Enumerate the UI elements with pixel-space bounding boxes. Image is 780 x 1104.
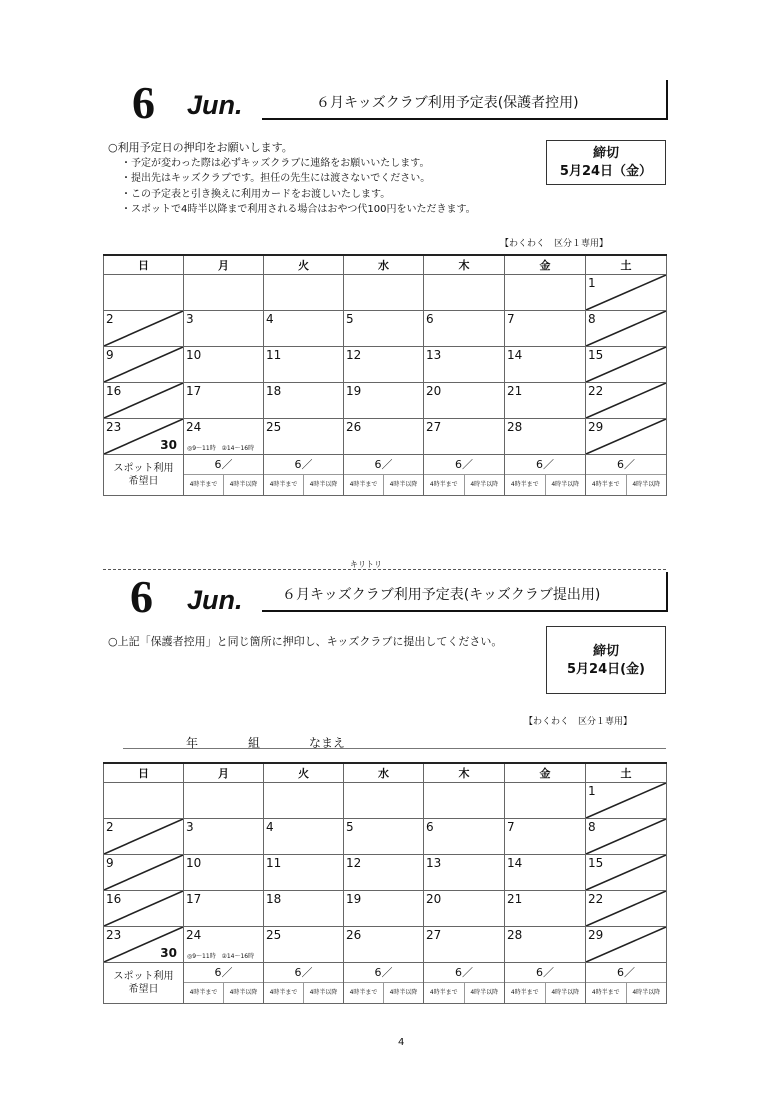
slash-mark — [104, 347, 183, 382]
day-cell[interactable] — [424, 419, 505, 455]
day-cell[interactable] — [264, 275, 344, 311]
spot-cell[interactable] — [586, 455, 667, 496]
day-cell[interactable] — [184, 819, 264, 855]
day-cell[interactable] — [505, 891, 586, 927]
weekday-header: 月 — [184, 255, 264, 275]
deadline-box — [546, 626, 666, 694]
spot-cell[interactable] — [344, 455, 424, 496]
spot-before[interactable]: 4時半まで — [184, 475, 224, 495]
month-english: Jun. — [187, 90, 243, 120]
day-cell[interactable] — [344, 783, 424, 819]
day-cell[interactable] — [264, 927, 344, 963]
day-number: 27 — [426, 420, 442, 434]
day-number: 2 — [106, 820, 114, 834]
spot-before[interactable]: 4時半まで — [344, 983, 384, 1003]
spot-after[interactable]: 4時半以降 — [229, 481, 258, 488]
day-number: 1 — [588, 784, 596, 798]
weekday-header: 土 — [586, 763, 667, 783]
calendar-table — [103, 762, 667, 1004]
spot-label-line1: スポット利用 — [113, 463, 174, 474]
day-number: 23 — [106, 928, 122, 942]
note-item: ・提出先はキッズクラブです。担任の先生には渡さないでください。 — [121, 173, 431, 184]
day-cell[interactable] — [104, 419, 184, 455]
page-title: ６月キッズクラブ利用予定表(保護者控用) — [316, 95, 579, 111]
weekday-header: 木 — [424, 763, 505, 783]
day-number: 22 — [588, 384, 604, 398]
day-number: 15 — [588, 856, 604, 870]
day-number: 23 — [106, 420, 122, 434]
day-cell[interactable] — [184, 275, 264, 311]
cut-line — [103, 569, 666, 570]
day-cell[interactable] — [505, 275, 586, 311]
name-line — [123, 734, 666, 749]
spot-date: 6／ — [184, 455, 263, 475]
day-cell[interactable] — [104, 855, 184, 891]
day-number: 14 — [507, 348, 523, 362]
day-number: 4 — [266, 312, 274, 326]
deadline-label: 締切 — [592, 644, 619, 659]
day-number: 8 — [588, 820, 596, 834]
day-cell[interactable] — [264, 311, 344, 347]
option-1: ◎9～11時 — [187, 445, 216, 452]
note-item: ・スポットで4時半以降まで利用される場合はおやつ代100円をいただきます。 — [121, 204, 476, 215]
day-cell[interactable] — [424, 855, 505, 891]
day-number: 21 — [507, 384, 523, 398]
day-cell[interactable] — [344, 275, 424, 311]
day-cell[interactable] — [344, 927, 424, 963]
weekday-header: 水 — [344, 763, 424, 783]
day-cell[interactable] — [344, 819, 424, 855]
spot-date: 6／ — [505, 963, 585, 983]
day-cell[interactable] — [264, 783, 344, 819]
day-cell[interactable] — [104, 275, 184, 311]
spot-cell[interactable] — [586, 963, 667, 1004]
spot-label-line2: 希望日 — [128, 984, 159, 995]
calendar-table — [103, 254, 667, 496]
day-cell[interactable] — [264, 419, 344, 455]
day-cell[interactable] — [424, 783, 505, 819]
deadline-label: 締切 — [592, 146, 619, 161]
month-english: Jun. — [187, 585, 243, 615]
option-1: ◎9～11時 — [187, 953, 216, 960]
deadline-date: 5月24日（金） — [559, 164, 653, 179]
day-cell[interactable] — [104, 819, 184, 855]
day-number: 5 — [346, 820, 354, 834]
day-cell[interactable] — [344, 891, 424, 927]
spot-before[interactable]: 4時半まで — [344, 475, 384, 495]
day-number: 29 — [588, 928, 604, 942]
day-cell[interactable] — [264, 855, 344, 891]
spot-cell[interactable] — [505, 455, 586, 496]
day-number-30: 30 — [160, 946, 177, 960]
spot-after[interactable]: 4時半以降 — [632, 481, 661, 488]
day-cell[interactable] — [104, 311, 184, 347]
day-cell[interactable] — [344, 383, 424, 419]
day-number: 26 — [346, 420, 362, 434]
spot-after[interactable]: 4時半以降 — [229, 989, 258, 996]
spot-before[interactable]: 4時半まで — [424, 475, 465, 495]
day-number: 6 — [426, 312, 434, 326]
day-cell[interactable] — [104, 347, 184, 383]
day-cell[interactable] — [424, 275, 505, 311]
time-options — [187, 443, 254, 452]
day-cell[interactable] — [424, 347, 505, 383]
spot-date: 6／ — [184, 963, 263, 983]
day-number: 28 — [507, 928, 523, 942]
weekday-header: 土 — [586, 255, 667, 275]
slash-mark — [586, 311, 666, 346]
day-cell[interactable] — [184, 419, 264, 455]
day-cell[interactable] — [505, 419, 586, 455]
spot-before[interactable]: 4時半まで — [424, 983, 465, 1003]
spot-cell[interactable] — [424, 455, 505, 496]
day-number: 12 — [346, 348, 362, 362]
category-tag: 【わくわく 区分１専用】 — [524, 717, 633, 727]
day-cell[interactable] — [184, 383, 264, 419]
day-number: 5 — [346, 312, 354, 326]
slash-mark — [586, 275, 666, 310]
spot-cell[interactable] — [184, 455, 264, 496]
day-cell[interactable] — [344, 855, 424, 891]
spot-date: 6／ — [344, 963, 423, 983]
spot-after[interactable]: 4時半以降 — [632, 989, 661, 996]
day-cell[interactable] — [344, 419, 424, 455]
weekday-header: 水 — [344, 255, 424, 275]
day-number: 11 — [266, 856, 282, 870]
slash-mark — [104, 819, 183, 854]
day-cell[interactable] — [586, 383, 667, 419]
day-number: 22 — [588, 892, 604, 906]
day-cell[interactable] — [505, 783, 586, 819]
day-cell[interactable] — [586, 419, 667, 455]
day-cell[interactable] — [505, 927, 586, 963]
spot-after[interactable]: 4時半以降 — [551, 481, 580, 488]
weekday-header: 火 — [264, 255, 344, 275]
spot-date: 6／ — [264, 455, 343, 475]
spot-cell[interactable] — [505, 963, 586, 1004]
day-number: 28 — [507, 420, 523, 434]
spot-cell[interactable] — [344, 963, 424, 1004]
day-cell[interactable] — [344, 311, 424, 347]
day-number: 24 — [186, 420, 202, 434]
weekday-header: 金 — [505, 763, 586, 783]
day-cell[interactable] — [586, 855, 667, 891]
day-number: 9 — [106, 856, 114, 870]
day-number: 8 — [588, 312, 596, 326]
day-cell[interactable] — [586, 927, 667, 963]
option-2: ②14～16時 — [221, 445, 255, 452]
day-number: 15 — [588, 348, 604, 362]
day-number: 21 — [507, 892, 523, 906]
spot-before[interactable]: 4時半まで — [505, 475, 546, 495]
day-number: 3 — [186, 820, 194, 834]
slash-mark — [104, 311, 183, 346]
day-number: 26 — [346, 928, 362, 942]
day-number: 20 — [426, 384, 442, 398]
day-number: 29 — [588, 420, 604, 434]
weekday-header: 日 — [104, 255, 184, 275]
day-number: 10 — [186, 856, 202, 870]
day-number: 24 — [186, 928, 202, 942]
day-number: 7 — [507, 820, 515, 834]
day-cell[interactable] — [104, 891, 184, 927]
day-cell[interactable] — [424, 927, 505, 963]
class-label: 組 — [248, 736, 261, 750]
day-number: 25 — [266, 928, 282, 942]
day-number: 18 — [266, 892, 282, 906]
weekday-header: 日 — [104, 763, 184, 783]
day-number: 2 — [106, 312, 114, 326]
spot-date: 6／ — [586, 455, 666, 475]
day-cell[interactable] — [184, 347, 264, 383]
day-cell[interactable] — [264, 347, 344, 383]
day-number-30: 30 — [160, 438, 177, 452]
day-cell[interactable] — [505, 311, 586, 347]
day-number: 17 — [186, 892, 202, 906]
day-cell[interactable] — [104, 383, 184, 419]
spot-cell[interactable] — [264, 963, 344, 1004]
name-label: なまえ — [309, 736, 346, 750]
slash-mark — [586, 783, 666, 818]
spot-after[interactable]: 4時半以降 — [309, 989, 338, 996]
note-main: ○上記「保護者控用」と同じ箇所に押印し、キッズクラブに提出してください。 — [108, 635, 503, 648]
spot-before[interactable]: 4時半まで — [264, 475, 304, 495]
day-number: 9 — [106, 348, 114, 362]
day-cell[interactable] — [586, 819, 667, 855]
spot-after[interactable]: 4時半以降 — [551, 989, 580, 996]
spot-date: 6／ — [586, 963, 666, 983]
cut-label: キリトリ — [350, 560, 382, 569]
day-cell[interactable] — [104, 927, 184, 963]
day-number: 6 — [426, 820, 434, 834]
slash-mark — [104, 855, 183, 890]
day-cell[interactable] — [424, 891, 505, 927]
day-cell[interactable] — [505, 855, 586, 891]
day-cell[interactable] — [586, 275, 667, 311]
day-cell[interactable] — [184, 783, 264, 819]
day-cell[interactable] — [424, 819, 505, 855]
time-options — [187, 951, 254, 960]
day-number: 11 — [266, 348, 282, 362]
deadline-date: 5月24日(金) — [566, 662, 646, 677]
day-number: 12 — [346, 856, 362, 870]
weekday-header: 火 — [264, 763, 344, 783]
slash-mark — [586, 819, 666, 854]
day-cell[interactable] — [344, 347, 424, 383]
day-number: 4 — [266, 820, 274, 834]
day-number: 3 — [186, 312, 194, 326]
spot-before[interactable]: 4時半まで — [184, 983, 224, 1003]
year-label: 年 — [186, 736, 199, 750]
spot-date: 6／ — [424, 963, 504, 983]
spot-before[interactable]: 4時半まで — [586, 983, 627, 1003]
title-box — [262, 572, 668, 612]
weekday-header: 木 — [424, 255, 505, 275]
title-box — [262, 80, 668, 120]
page-title: ６月キッズクラブ利用予定表(キッズクラブ提出用) — [282, 587, 601, 603]
day-cell[interactable] — [424, 383, 505, 419]
note-main: ○利用予定日の押印をお願いします。 — [108, 141, 293, 154]
spot-before[interactable]: 4時半まで — [586, 475, 627, 495]
spot-date: 6／ — [264, 963, 343, 983]
day-number: 14 — [507, 856, 523, 870]
day-number: 25 — [266, 420, 282, 434]
day-number: 13 — [426, 348, 442, 362]
page-number: 4 — [398, 1037, 405, 1048]
option-2: ②14～16時 — [221, 953, 255, 960]
weekday-header: 金 — [505, 255, 586, 275]
day-cell[interactable] — [586, 891, 667, 927]
day-cell[interactable] — [586, 783, 667, 819]
day-cell[interactable] — [586, 347, 667, 383]
month-number: 6 — [130, 571, 153, 622]
spot-after[interactable]: 4時半以降 — [309, 481, 338, 488]
day-number: 18 — [266, 384, 282, 398]
day-number: 16 — [106, 892, 122, 906]
day-number: 19 — [346, 892, 362, 906]
day-number: 17 — [186, 384, 202, 398]
spot-date: 6／ — [505, 455, 585, 475]
spot-date: 6／ — [424, 455, 504, 475]
day-cell[interactable] — [586, 311, 667, 347]
day-number: 19 — [346, 384, 362, 398]
day-cell[interactable] — [505, 819, 586, 855]
day-cell[interactable] — [264, 819, 344, 855]
day-cell[interactable] — [104, 783, 184, 819]
spot-after[interactable]: 4時半以降 — [389, 481, 418, 488]
day-cell[interactable] — [424, 311, 505, 347]
day-cell[interactable] — [184, 891, 264, 927]
day-cell[interactable] — [264, 383, 344, 419]
note-item: ・この予定表と引き換えに利用カードをお渡しいたします。 — [121, 188, 391, 200]
spot-date: 6／ — [344, 455, 423, 475]
day-cell[interactable] — [264, 891, 344, 927]
day-cell[interactable] — [505, 383, 586, 419]
day-number: 27 — [426, 928, 442, 942]
deadline-box — [546, 140, 666, 185]
day-cell[interactable] — [184, 855, 264, 891]
month-number: 6 — [132, 77, 155, 128]
spot-label — [104, 455, 184, 496]
spot-after[interactable]: 4時半以降 — [470, 481, 499, 488]
spot-cell[interactable] — [424, 963, 505, 1004]
spot-label-line1: スポット利用 — [113, 971, 174, 982]
day-number: 7 — [507, 312, 515, 326]
spot-cell[interactable] — [264, 455, 344, 496]
day-cell[interactable] — [184, 927, 264, 963]
category-tag: 【わくわく 区分１専用】 — [500, 239, 609, 249]
weekday-header: 月 — [184, 763, 264, 783]
day-cell[interactable] — [505, 347, 586, 383]
day-number: 20 — [426, 892, 442, 906]
spot-after[interactable]: 4時半以降 — [389, 989, 418, 996]
spot-cell[interactable] — [184, 963, 264, 1004]
spot-before[interactable]: 4時半まで — [505, 983, 546, 1003]
notes — [108, 140, 476, 218]
day-cell[interactable] — [184, 311, 264, 347]
note-item: ・予定が変わった際は必ずキッズクラブに連絡をお願いいたします。 — [121, 157, 430, 169]
spot-label-line2: 希望日 — [128, 476, 159, 487]
spot-after[interactable]: 4時半以降 — [470, 989, 499, 996]
day-number: 10 — [186, 348, 202, 362]
spot-before[interactable]: 4時半まで — [264, 983, 304, 1003]
day-number: 16 — [106, 384, 122, 398]
spot-label — [104, 963, 184, 1004]
day-number: 1 — [588, 276, 596, 290]
day-number: 13 — [426, 856, 442, 870]
